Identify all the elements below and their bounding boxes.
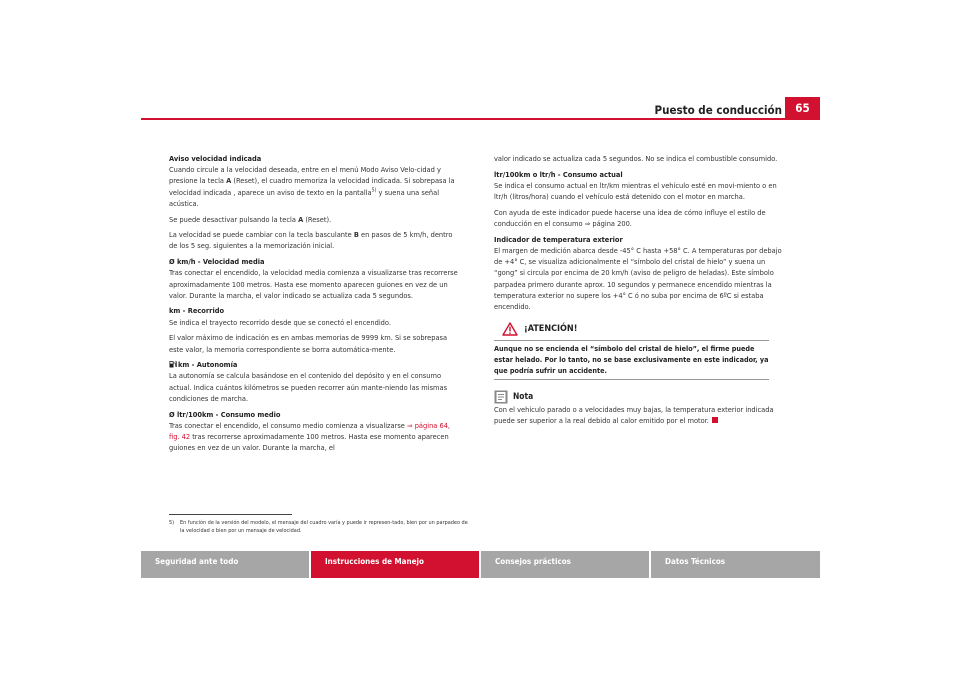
text: tras recorrerse aproximadamente 100 metros. Hasta ese momento aparecen guiones en vez de un valor. Durante la marcha, el <box>169 431 449 453</box>
para-temperatura: El margen de medición abarca desde -45° C hasta +58° C. A temperaturas por debajo de +4° C, se visualiza adicionalmente el “símbolo del cristal de hielo” y suena un “gong” si circula por encima de 20 km/h (aviso de peligro de heladas). Este símbolo parpadea primero durante aprox. 10 segundos y permanece encendido mientras la temperatura exterior no supere los +4° C ó no suba por encima de 6ºC si estaba encendido. <box>494 245 782 311</box>
page-header-title: Puesto de conducción <box>654 103 782 117</box>
para-recorrido-2: El valor máximo de indicación es en ambas memorias de 9999 km. Si se sobrepasa este valor, la memoria correspondiente se borra automática-mente. <box>169 333 448 354</box>
heading-recorrido: km - Recorrido <box>169 306 225 316</box>
heading-consumo-actual: ltr/100km o ltr/h - Consumo actual <box>494 169 623 179</box>
warning-box <box>494 318 769 379</box>
note-body-wrap <box>494 404 784 426</box>
para-consumo-actual-1: Se indica el consumo actual en ltr/km mientras el vehículo esté en movi-miento o en ltr/h (litros/hora) cuando el vehículo está detenido con el motor en marcha. <box>494 180 777 202</box>
heading-autonomia: km - Autonomía <box>178 360 238 370</box>
text: Cuando circule a la velocidad deseada, entre en el menú Modo Aviso Velo-cidad y presione la tecla <box>169 165 441 186</box>
footnote <box>169 519 469 535</box>
para-consumo-medio <box>169 420 459 454</box>
note-icon <box>494 390 508 404</box>
warning-triangle-icon <box>502 322 518 336</box>
tab-datos-tecnicos[interactable]: Datos Técnicos <box>651 551 820 578</box>
warning-header <box>494 318 769 341</box>
para-recorrido-1: Se indica el trayecto recorrido desde que se conectó el encendido. <box>169 317 391 327</box>
key-b: B <box>353 230 359 240</box>
para-autonomia: La autonomía se calcula basándose en el contenido del depósito y en el consumo actual. Indica cuántos kilómetros se pueden recorrer aún mante-niendo las mismas condiciones de marcha. <box>169 371 448 403</box>
footnote-number: 5) <box>169 520 175 526</box>
tab-consejos[interactable]: Consejos prácticos <box>481 551 649 578</box>
key-a: A <box>226 176 232 186</box>
fuel-pump-icon <box>169 360 177 368</box>
para-aviso-3 <box>169 229 459 251</box>
footnote-ref: 5) <box>371 187 377 194</box>
text: Se puede desactivar pulsando la tecla <box>169 214 299 224</box>
right-column <box>494 153 784 430</box>
footnote-text: En función de la versión del modelo, el mensaje del cuadro varía y puede ir represen-tado, bien por un parpadeo de la velocidad o bien por un mensaje de velocidad. <box>180 520 468 534</box>
heading-consumo-medio: Ø ltr/100km - Consumo medio <box>169 409 281 419</box>
end-mark-icon <box>712 417 718 423</box>
page-link[interactable]: ⇒ página 64, fig. 42 <box>169 420 451 441</box>
note-title: Nota <box>513 390 534 401</box>
note-header <box>494 390 784 404</box>
text: Tras conectar el encendido, el consumo medio comienza a visualizarse <box>169 420 408 430</box>
heading-autonomia-wrap <box>169 359 459 370</box>
para-velocidad-media: Tras conectar el encendido, la velocidad media comienza a visualizarse tras recorrerse aproximadamente 100 metros. Hasta ese momento aparecen guiones en vez de un valor. Durante la marcha, el valor indicado se actualiza cada 5 segundos. <box>169 268 458 300</box>
heading-velocidad-media: Ø km/h - Velocidad media <box>169 257 265 267</box>
text: (Reset), el cuadro memoriza la velocidad indicada. Si sobrepasa la velocidad indicada , aparece un aviso de texto en la pantalla <box>169 176 455 197</box>
page-number: 65 <box>785 97 820 119</box>
note-body: Con el vehículo parado o a velocidades muy bajas, la temperatura exterior indicada puede ser superior a la real debido al calor emitido por el motor. <box>494 404 774 425</box>
warning-title: ¡ATENCIÓN! <box>524 323 578 334</box>
para-aviso-2 <box>169 214 459 225</box>
left-column <box>169 153 459 458</box>
header-rule <box>141 118 820 120</box>
heading-temperatura: Indicador de temperatura exterior <box>494 234 623 244</box>
footnote-rule <box>169 514 292 515</box>
text: (Reset). <box>303 214 332 224</box>
tab-seguridad[interactable]: Seguridad ante todo <box>141 551 309 578</box>
text: en pasos de 5 km/h, dentro de los 5 seg. siguientes a la memorización inicial. <box>169 230 453 251</box>
para-consumo-actual-2: Con ayuda de este indicador puede hacerse una idea de cómo influye el estilo de conducción en el consumo ⇒ página 200. <box>494 207 766 229</box>
key-a: A <box>298 214 304 224</box>
section-nav <box>141 551 820 578</box>
para-continuation: valor indicado se actualiza cada 5 segundos. No se indica el combustible consumido. <box>494 154 778 163</box>
heading-aviso: Aviso velocidad indicada <box>169 154 262 163</box>
warning-body: Aunque no se encienda el “símbolo del cristal de hielo”, el firme puede estar helado. Por lo tanto, no se base exclusivamente en este indicador, ya que podría sufrir un accidente. <box>494 341 769 379</box>
text: y suena una señal acústica. <box>169 187 440 208</box>
tab-instrucciones[interactable]: Instrucciones de Manejo <box>311 551 479 578</box>
para-aviso-1 <box>169 164 459 209</box>
text: La velocidad se puede cambiar con la tecla basculante <box>169 230 354 240</box>
